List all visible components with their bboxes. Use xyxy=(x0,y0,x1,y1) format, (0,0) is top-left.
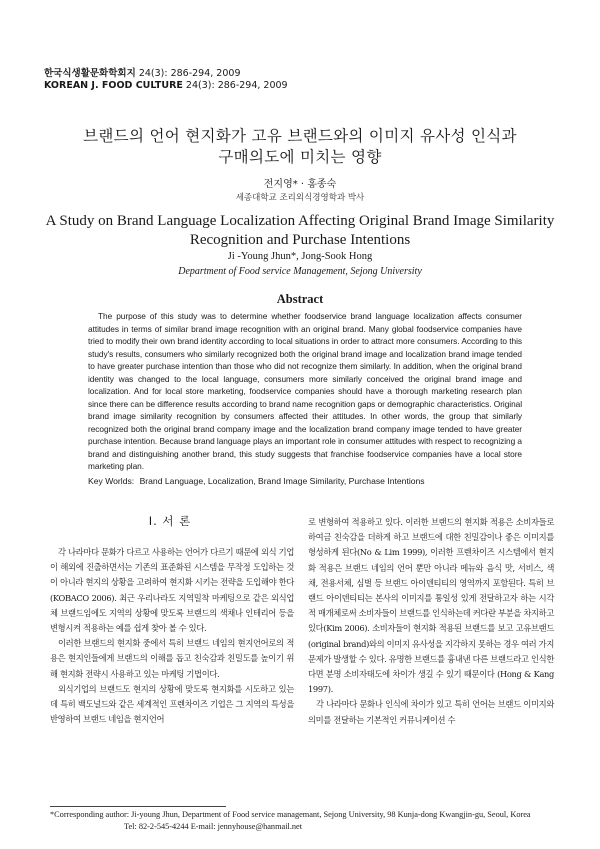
journal-ref-english: 24(3): 286-294, 2009 xyxy=(185,80,288,91)
english-title-line1: A Study on Brand Language Localization Affecting Original Brand Image Similarity xyxy=(45,213,555,229)
korean-authors: 전지영* · 홍종숙 xyxy=(263,179,337,190)
journal-ref-korean: 24(3): 286-294, 2009 xyxy=(138,68,241,79)
korean-title-line1: 브랜드의 언어 현지화가 고유 브랜드와의 이미지 유사성 인식과 xyxy=(83,127,517,145)
korean-title-line2: 구매의도에 미치는 영향 xyxy=(218,148,382,166)
section-heading-introduction: I. 서 론 xyxy=(148,514,192,528)
body-column-left xyxy=(50,545,294,727)
english-title xyxy=(40,212,560,250)
english-title-line2: Recognition and Purchase Intentions xyxy=(189,232,411,248)
footnote-divider xyxy=(50,806,226,807)
body-paragraph: 각 나라마다 문화나 인식에 차이가 있고 특히 언어는 브랜드 이미지와 의미를 전달하는 기본적인 커뮤니케이션 수 xyxy=(308,699,554,725)
footnote-line1: *Corresponding author: Ji-young Jhun, Department of Food service managemant, Sejong University, 98 Kunja-dong Kwangjin-gu, Seoul, Korea xyxy=(50,810,531,819)
keywords-label: Key Worlds: xyxy=(88,476,135,486)
body-paragraph: 각 나라마다 문화가 다르고 사용하는 언어가 다르기 때문에 외식 기업이 해외에 진출하면서는 기존의 표준화된 시스템을 무작정 도입하는 것이 아니라 현지의 상황을 고려하여 현지화 시키는 전략을 도입해야 한다(KOBACO 2006). 최근 우리나라도 지역밀착 마케팅으로 같은 외식업체 브랜드임에도 지역의 상황에 맞도록 브랜드의 색채나 인테리어 등을 변형시켜 적용하는 예를 쉽게 찾아 볼 수 있다. xyxy=(50,547,294,634)
body-column-right xyxy=(308,515,554,728)
journal-header xyxy=(44,68,288,92)
english-affiliation: Department of Food service Management, Sejong University xyxy=(178,266,422,277)
body-paragraph: 이러한 브랜드의 현지화 중에서 특히 브랜드 네임의 현지언어로의 적용은 현지인들에게 브랜드의 이해를 돕고 친숙감과 친밀도를 높이기 위해 현지화 전략시 사용하고 있는 마케팅 기법이다. xyxy=(50,638,294,679)
body-paragraph: 로 변형하여 적용하고 있다. 이러한 브랜드의 현지화 적용은 소비자들로 하여금 친숙감을 더하게 하고 브랜드에 대한 친밀감이나 좋은 이미지를 형성하게 된다(No & Lim 1999), 이러한 프렌차이즈 시스템에서 현지화 적용은 브랜드 네임의 언어 뿐만 아니라 메뉴와 음식 맛, 서비스, 색채, 전용서체, 심벌 등 브랜드 아이덴티티의 영역까지 포함된다. 특히 브랜드 아이덴티티는 본사의 이미지를 통일성 있게 전달하고자 하는 시각적 매개체로써 소비자들이 브랜드를 인식하는데 커다란 부분을 차지하고 있다(Kim 2006). 소비자들이 현지화 적용된 브랜드를 보고 고유브랜드(original brand)와의 이미지 유사성을 지각하지 못하는 경우 여러 가지 문제가 발생할 수 있다. 유명한 브랜드를 흉내낸 다른 브랜드라고 인식한다면 분명 소비자태도에 차이가 생길 수 있기 때문이다 (Hong & Kang 1997). xyxy=(308,517,554,695)
body-paragraph: 외식기업의 브랜드도 현지의 상황에 맞도록 현지화를 시도하고 있는데 특히 백도널드와 같은 세계적인 프렌차이즈 기업은 그 지역의 특성을 반영하여 브랜드 네임을 현지언어 xyxy=(50,683,294,725)
footnote-contact: Tel: 82-2-545-4244 E-mail: jennyhouse@hanmail.net xyxy=(124,822,303,831)
journal-line-korean xyxy=(44,68,288,80)
abstract-heading: Abstract xyxy=(276,292,324,306)
journal-name-english: KOREAN J. FOOD CULTURE xyxy=(44,80,183,91)
journal-line-english xyxy=(44,80,288,92)
keywords-text: Brand Language, Localization, Brand Image Similarity, Purchase Intentions xyxy=(139,476,425,486)
korean-title xyxy=(0,126,600,168)
journal-name-korean: 한국식생활문화학회지 xyxy=(44,68,136,79)
keywords xyxy=(88,476,522,486)
corresponding-author-footnote xyxy=(50,809,560,833)
abstract-text: The purpose of this study was to determine whether foodservice brand language localization affects consumer attitudes in terms of similar brand image recognition with an original brand. Many global foodservice companies have tried to modify their own brand identity according to local situations in order to attract more consumers. According to this study's results, consumers who similarly recognized both the original brand image and localization brand image tended to have greater purchase intention than those who did not recognize them similarly. In addition, when the original brand identity was changed to the local language, consumers more similarly conceived the original brand image and localization. And for local store marketing, foodservice companies should have a thorough marketing research plan since there can be difference results according to brand name recognition gaps or demographic characteristics. Original brand image similarity recognition by consumers affected their attitudes. In other words, the group that similarly recognized both the original brand company image and the localization brand company image tended to have greater purchase intention. Because brand language plays an important role in consumer attitudes with respect to recognizing a brand and distinguishing another brand, this study suggests that franchise foodservice companies have a local store marketing plan. xyxy=(88,311,522,471)
korean-affiliation: 세종대학교 조리외식경영학과 박사 xyxy=(235,193,365,203)
english-authors: Ji -Young Jhun*, Jong-Sook Hong xyxy=(227,251,373,262)
